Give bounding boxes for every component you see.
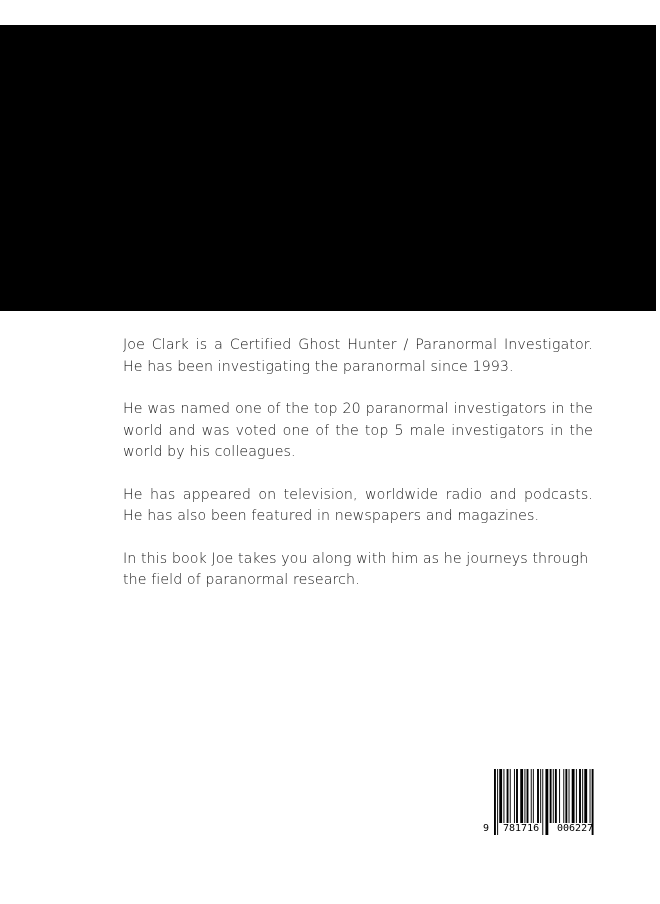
barcode-bar xyxy=(520,769,523,823)
barcode-bar xyxy=(572,769,575,823)
barcode-bar xyxy=(559,769,560,823)
barcode-bar xyxy=(531,769,532,823)
barcode-left-digits: 781716 xyxy=(503,823,540,834)
bio-paragraph-2: He was named one of the top 20 paranormal investigators in the world and was voted one of the top 5 male investigators in the world by his colleagues. xyxy=(123,401,593,460)
barcode-bar xyxy=(565,769,567,823)
barcode-bar xyxy=(563,769,564,823)
barcode-bar xyxy=(582,769,583,823)
author-bio xyxy=(123,335,593,613)
barcode-lead-digit: 9 xyxy=(483,823,490,834)
bio-paragraph-1: Joe Clark is a Certified Ghost Hunter / Paranormal Investigator. He has been investigating the paranormal since 1993. xyxy=(123,337,593,375)
barcode-bar xyxy=(503,769,504,823)
barcode-bar xyxy=(555,769,557,823)
bio-paragraph-3: He has appeared on television, worldwide radio and podcasts. He has also been featured in newspapers and magazines. xyxy=(123,486,593,524)
barcode-bar xyxy=(524,769,525,823)
barcode-bar xyxy=(499,769,502,823)
barcode-bar xyxy=(584,769,587,823)
barcode-bar xyxy=(553,769,554,823)
barcode-right-digits: 006227 xyxy=(557,823,594,834)
barcode-bar xyxy=(516,769,518,823)
barcode-bar xyxy=(514,769,515,823)
barcode-bar xyxy=(533,769,534,823)
barcode-bar xyxy=(542,769,543,835)
bio-paragraph-4: In this book Joe takes you along with him as he journeys through the field of paranormal research. xyxy=(123,550,589,588)
barcode-bar xyxy=(507,769,509,823)
barcode-bar xyxy=(569,769,570,823)
barcode-bar xyxy=(545,769,548,835)
barcode-bar xyxy=(527,769,529,823)
barcode-bar xyxy=(497,769,498,835)
barcode-bar xyxy=(579,769,581,823)
barcode-bar xyxy=(540,769,541,823)
barcode-bar xyxy=(510,769,511,823)
barcode-bar xyxy=(494,769,496,835)
barcode-bar xyxy=(590,769,591,823)
barcode-bar xyxy=(550,769,552,823)
barcode-graphic xyxy=(483,767,617,837)
isbn-barcode xyxy=(483,767,617,837)
barcode-bar xyxy=(576,769,577,823)
barcode-bar xyxy=(537,769,539,823)
cover-image-band xyxy=(0,25,656,311)
